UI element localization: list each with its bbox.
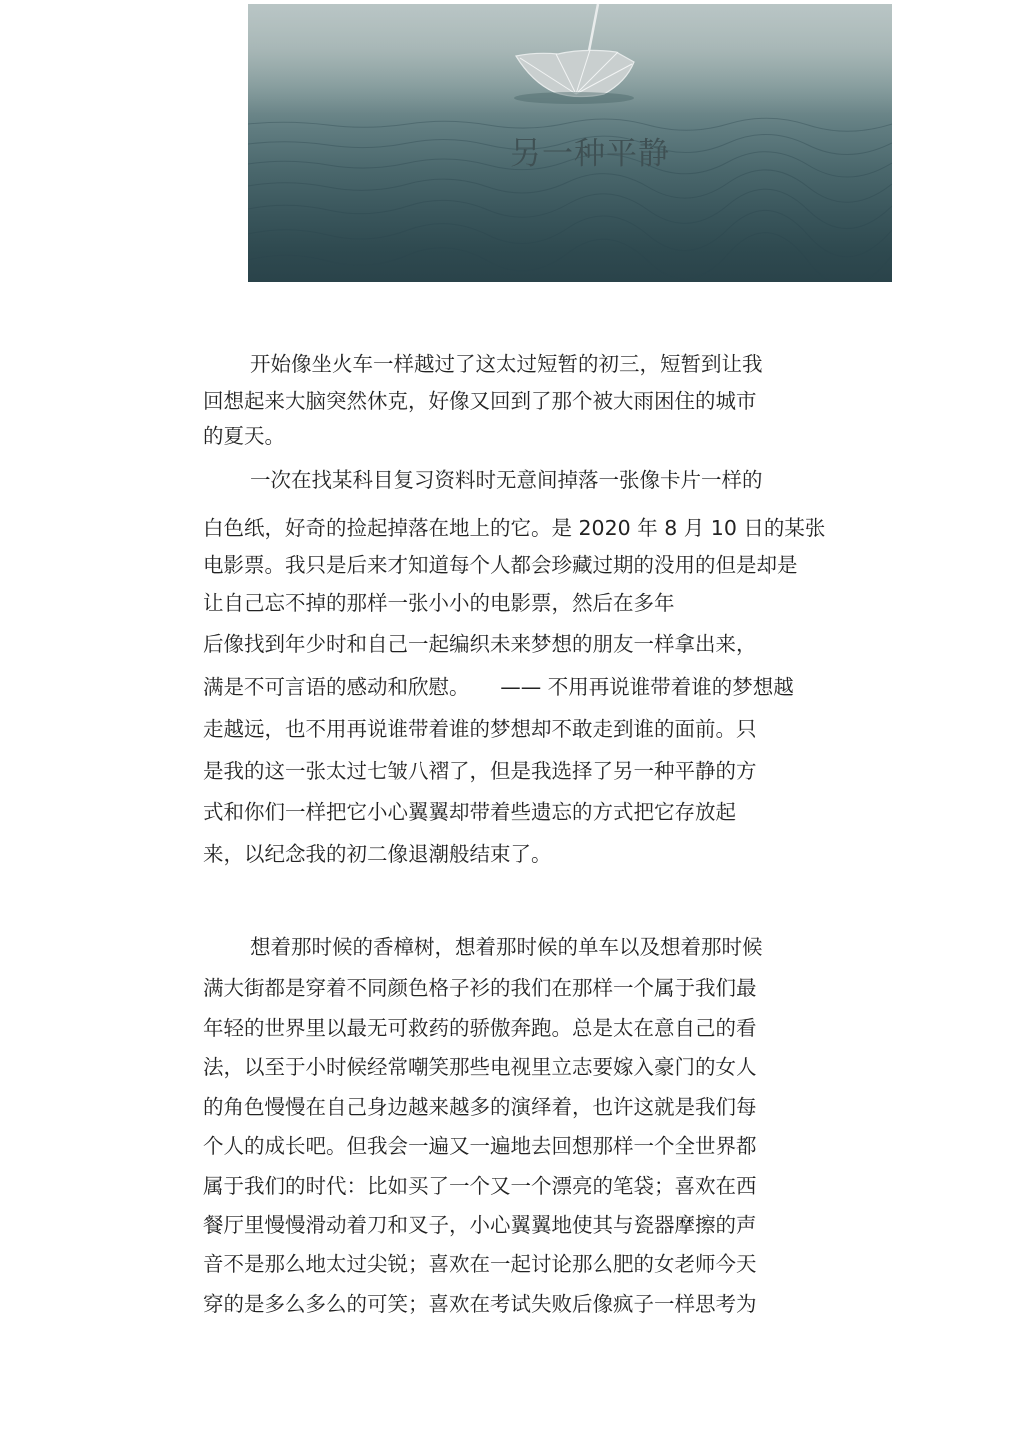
paragraph-line: 白色纸，好奇的捡起掉落在地上的它。是 2020 年 8 月 10 日的某张 xyxy=(203,516,826,540)
paragraph-line: 属于我们的时代：比如买了一个又一个漂亮的笔袋；喜欢在西 xyxy=(203,1174,757,1198)
umbrella-icon xyxy=(506,4,656,114)
paragraph-line: 回想起来大脑突然休克，好像又回到了那个被大雨困住的城市 xyxy=(203,389,757,413)
paragraph-line: 穿的是多么多么的可笑；喜欢在考试失败后像疯子一样思考为 xyxy=(203,1292,757,1316)
paragraph-line: 来，以纪念我的初二像退潮般结束了。 xyxy=(203,842,552,866)
paragraph-line: 音不是那么地太过尖锐；喜欢在一起讨论那么肥的女老师今天 xyxy=(203,1252,757,1276)
paragraph-line: 年轻的世界里以最无可救药的骄傲奔跑。总是太在意自己的看 xyxy=(203,1016,757,1040)
paragraph-line: 让自己忘不掉的那样一张小小的电影票，然后在多年 xyxy=(203,591,675,615)
paragraph-line: 一次在找某科目复习资料时无意间掉落一张像卡片一样的 xyxy=(250,468,763,492)
paragraph-line: 满大街都是穿着不同颜色格子衫的我们在那样一个属于我们最 xyxy=(203,976,757,1000)
paragraph-line: 走越远，也不用再说谁带着谁的梦想却不敢走到谁的面前。只 xyxy=(203,717,757,741)
paragraph-line: 满是不可言语的感动和欣慰。 —— 不用再说谁带着谁的梦想越 xyxy=(203,675,794,699)
paragraph-line: 后像找到年少时和自己一起编织未来梦想的朋友一样拿出来， xyxy=(203,632,757,656)
paragraph-line: 开始像坐火车一样越过了这太过短暂的初三，短暂到让我 xyxy=(250,352,763,376)
page-title: 另一种平静 xyxy=(510,136,670,172)
paragraph-line: 的角色慢慢在自己身边越来越多的演绎着，也许这就是我们每 xyxy=(203,1095,757,1119)
hero-image xyxy=(248,4,892,282)
paragraph-line: 是我的这一张太过七皱八褶了，但是我选择了另一种平静的方 xyxy=(203,759,757,783)
paragraph-line: 式和你们一样把它小心翼翼却带着些遗忘的方式把它存放起 xyxy=(203,800,736,824)
paragraph-line: 餐厅里慢慢滑动着刀和叉子，小心翼翼地使其与瓷器摩擦的声 xyxy=(203,1213,757,1237)
paragraph-line: 个人的成长吧。但我会一遍又一遍地去回想那样一个全世界都 xyxy=(203,1134,757,1158)
paragraph-line: 的夏天。 xyxy=(203,424,285,448)
paragraph-line: 想着那时候的香樟树，想着那时候的单车以及想着那时候 xyxy=(250,935,763,959)
paragraph-line: 法，以至于小时候经常嘲笑那些电视里立志要嫁入豪门的女人 xyxy=(203,1055,757,1079)
paragraph-line: 电影票。我只是后来才知道每个人都会珍藏过期的没用的但是却是 xyxy=(203,553,798,577)
